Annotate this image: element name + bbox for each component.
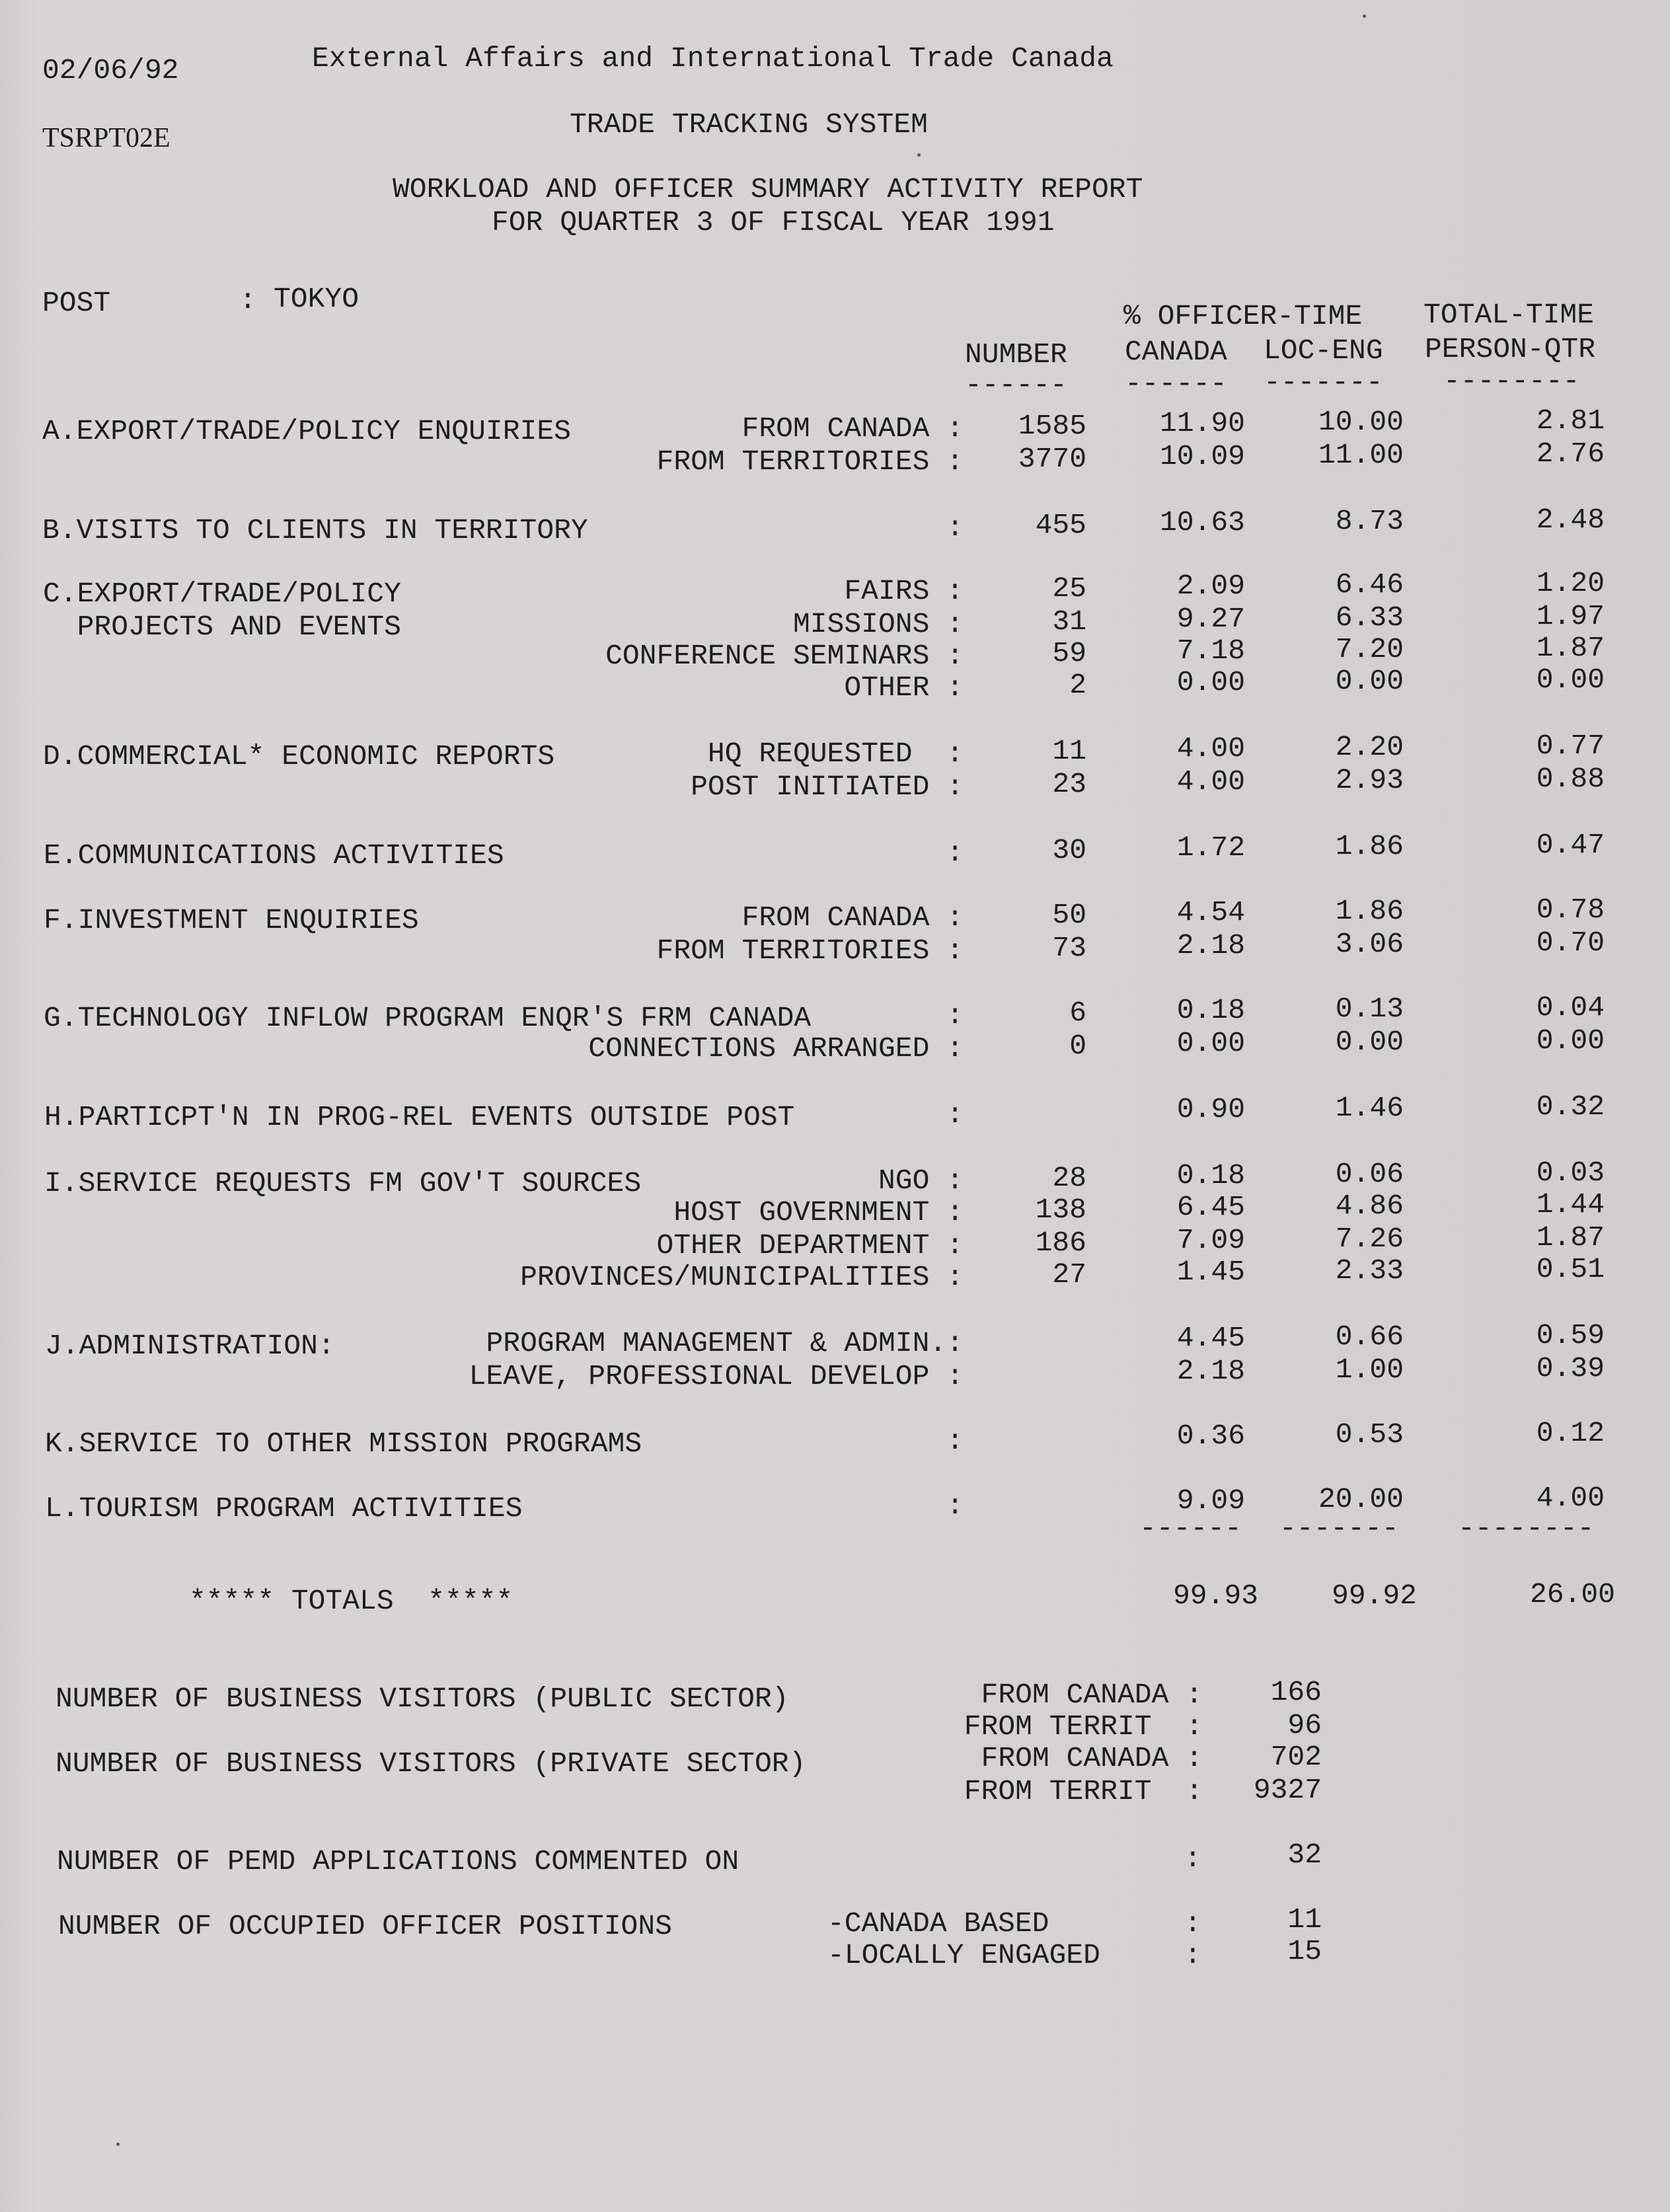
- visitors-public-territ-sub: FROM TERRIT :: [964, 1710, 1203, 1743]
- row-number: 28: [1052, 1162, 1086, 1194]
- row-loc-eng-pct: 0.00: [1335, 665, 1404, 697]
- row-person-qtr: 0.51: [1536, 1253, 1605, 1285]
- row-subcategory: PROGRAM MANAGEMENT & ADMIN.:: [486, 1327, 964, 1359]
- row-loc-eng-pct: 11.00: [1318, 439, 1404, 471]
- row-subcategory: :: [946, 1425, 964, 1457]
- col-number: NUMBER: [965, 338, 1067, 371]
- row-loc-eng-pct: 0.53: [1335, 1418, 1404, 1451]
- col-canada-underline: ------: [1125, 367, 1227, 400]
- row-subcategory: :: [946, 837, 964, 869]
- row-subcategory: :: [946, 1098, 964, 1131]
- row-number: 138: [1035, 1194, 1086, 1226]
- row-loc-eng-pct: 6.46: [1335, 568, 1404, 601]
- row-subcategory: :: [946, 1490, 964, 1522]
- row-number: 1585: [1018, 410, 1086, 442]
- post-value: TOKYO: [274, 283, 360, 315]
- row-loc-eng-pct: 2.20: [1335, 731, 1404, 763]
- row-title: G.TECHNOLOGY INFLOW PROGRAM ENQR'S FRM CANADA: [44, 1002, 812, 1034]
- row-subcategory: FROM TERRITORIES :: [656, 445, 964, 478]
- row-title: J.ADMINISTRATION:: [45, 1330, 335, 1362]
- row-loc-eng-pct: 1.46: [1335, 1092, 1404, 1124]
- col-canada: CANADA: [1125, 336, 1227, 368]
- totals-canada: 99.93: [1172, 1580, 1258, 1612]
- row-person-qtr: 0.00: [1536, 1024, 1605, 1057]
- row-loc-eng-pct: 1.86: [1335, 830, 1404, 862]
- paper-speck: [917, 153, 921, 157]
- visitors-public-territ-value: 96: [1287, 1709, 1322, 1741]
- positions-canada-sub: -CANADA BASED: [827, 1907, 1049, 1940]
- row-loc-eng-pct: 1.86: [1335, 895, 1404, 927]
- report-title-line1: WORKLOAD AND OFFICER SUMMARY ACTIVITY REPORT: [393, 173, 1143, 206]
- row-title: A.EXPORT/TRADE/POLICY ENQUIRIES: [42, 415, 571, 447]
- positions-label: NUMBER OF OCCUPIED OFFICER POSITIONS: [58, 1910, 672, 1942]
- row-person-qtr: 1.20: [1536, 567, 1605, 599]
- row-person-qtr: 0.59: [1536, 1319, 1605, 1352]
- row-subcategory: OTHER DEPARTMENT :: [656, 1229, 964, 1262]
- row-canada-pct: 0.36: [1176, 1420, 1245, 1452]
- row-number: 30: [1052, 834, 1086, 866]
- row-loc-eng-pct: 6.33: [1335, 601, 1404, 634]
- row-loc-eng-pct: 0.13: [1335, 993, 1404, 1025]
- row-title: D.COMMERCIAL* ECONOMIC REPORTS: [43, 740, 555, 773]
- row-number: 73: [1052, 932, 1086, 964]
- col-loc-eng-underline: -------: [1264, 366, 1383, 399]
- row-subcategory: FROM CANADA :: [741, 901, 964, 934]
- row-canada-pct: 0.18: [1176, 1159, 1245, 1192]
- col-group-total-time: TOTAL-TIME: [1423, 299, 1595, 331]
- row-person-qtr: 1.87: [1536, 1221, 1605, 1254]
- row-person-qtr: 0.70: [1536, 927, 1605, 959]
- row-subcategory: FROM CANADA :: [741, 412, 964, 445]
- row-person-qtr: 0.39: [1536, 1352, 1605, 1385]
- row-title: PROJECTS AND EVENTS: [43, 611, 401, 643]
- row-canada-pct: 1.72: [1176, 831, 1245, 864]
- row-loc-eng-pct: 0.06: [1335, 1158, 1404, 1190]
- row-person-qtr: 0.12: [1536, 1417, 1605, 1449]
- row-canada-pct: 9.09: [1176, 1484, 1245, 1517]
- row-number: 3770: [1018, 443, 1086, 475]
- col-loc-eng: LOC-ENG: [1264, 334, 1383, 367]
- row-canada-pct: 4.00: [1176, 732, 1245, 765]
- visitors-public-label: NUMBER OF BUSINESS VISITORS (PUBLIC SECTOR): [56, 1683, 789, 1715]
- positions-local-separator: :: [1184, 1939, 1201, 1971]
- row-subcategory: MISSIONS :: [792, 608, 964, 640]
- col-number-underline: ------: [965, 369, 1067, 401]
- row-person-qtr: 2.81: [1536, 404, 1605, 437]
- row-canada-pct: 0.00: [1176, 666, 1245, 699]
- row-person-qtr: 4.00: [1536, 1482, 1605, 1514]
- row-subcategory: CONFERENCE SEMINARS :: [605, 640, 964, 672]
- row-canada-pct: 7.09: [1176, 1224, 1245, 1256]
- visitors-private-territ-sub: FROM TERRIT :: [964, 1775, 1203, 1808]
- row-title: H.PARTICPT'N IN PROG-REL EVENTS OUTSIDE POST: [44, 1101, 795, 1133]
- visitors-private-label: NUMBER OF BUSINESS VISITORS (PRIVATE SECTOR): [56, 1747, 806, 1780]
- pemd-label: NUMBER OF PEMD APPLICATIONS COMMENTED ON: [57, 1845, 740, 1878]
- row-subcategory: PROVINCES/MUNICIPALITIES :: [520, 1261, 964, 1293]
- visitors-private-territ-value: 9327: [1253, 1774, 1322, 1806]
- row-subcategory: CONNECTIONS ARRANGED :: [588, 1032, 964, 1065]
- col-person-qtr-underline: --------: [1443, 365, 1580, 397]
- totals-person-qtr-rule: --------: [1458, 1512, 1595, 1545]
- row-canada-pct: 0.00: [1176, 1027, 1245, 1059]
- report-title-line2: FOR QUARTER 3 OF FISCAL YEAR 1991: [492, 206, 1055, 239]
- row-subcategory: HQ REQUESTED :: [707, 738, 964, 770]
- totals-canada-rule: ------: [1139, 1512, 1242, 1545]
- row-title: C.EXPORT/TRADE/POLICY: [43, 578, 401, 610]
- row-loc-eng-pct: 7.26: [1335, 1223, 1404, 1255]
- row-canada-pct: 0.90: [1176, 1093, 1245, 1125]
- row-loc-eng-pct: 1.00: [1335, 1354, 1404, 1386]
- row-number: 186: [1035, 1227, 1086, 1259]
- row-person-qtr: 0.00: [1536, 664, 1605, 696]
- row-person-qtr: 0.04: [1536, 991, 1605, 1024]
- row-number: 455: [1035, 509, 1086, 541]
- paper-speck: [1363, 15, 1366, 18]
- row-person-qtr: 0.77: [1536, 730, 1605, 762]
- row-loc-eng-pct: 0.66: [1335, 1320, 1404, 1353]
- row-canada-pct: 4.54: [1176, 896, 1245, 929]
- row-subcategory: FROM TERRITORIES :: [656, 934, 964, 967]
- row-canada-pct: 9.27: [1176, 603, 1245, 635]
- visitors-public-canada-value: 166: [1270, 1676, 1322, 1708]
- row-canada-pct: 4.45: [1176, 1322, 1245, 1354]
- row-title: F.INVESTMENT ENQUIRIES: [44, 904, 419, 936]
- row-subcategory: POST INITIATED :: [691, 771, 964, 803]
- row-title: B.VISITS TO CLIENTS IN TERRITORY: [42, 514, 588, 547]
- row-loc-eng-pct: 8.73: [1335, 505, 1404, 537]
- positions-canada-separator: :: [1184, 1907, 1201, 1940]
- row-person-qtr: 0.47: [1536, 829, 1605, 861]
- row-title: E.COMMUNICATIONS ACTIVITIES: [44, 839, 504, 872]
- row-person-qtr: 1.44: [1536, 1188, 1605, 1221]
- row-number: 59: [1052, 637, 1086, 669]
- row-number: 23: [1052, 768, 1086, 800]
- row-person-qtr: 1.97: [1536, 600, 1605, 632]
- positions-local-value: 15: [1287, 1935, 1322, 1967]
- positions-canada-value: 11: [1287, 1903, 1322, 1936]
- visitors-private-canada-sub: FROM CANADA :: [981, 1742, 1203, 1774]
- row-canada-pct: 4.00: [1176, 765, 1245, 798]
- paper-speck: [116, 2143, 120, 2146]
- row-subcategory: NGO :: [878, 1164, 964, 1197]
- row-loc-eng-pct: 2.93: [1335, 764, 1404, 796]
- row-person-qtr: 2.76: [1536, 438, 1605, 470]
- row-title: L.TOURISM PROGRAM ACTIVITIES: [45, 1492, 523, 1525]
- row-canada-pct: 2.18: [1176, 1355, 1245, 1387]
- row-number: 2: [1069, 669, 1086, 701]
- row-person-qtr: 2.48: [1536, 504, 1605, 536]
- row-number: 11: [1052, 735, 1086, 767]
- row-canada-pct: 10.63: [1159, 506, 1245, 539]
- row-subcategory: OTHER :: [844, 671, 964, 704]
- row-subcategory: HOST GOVERNMENT :: [673, 1196, 964, 1229]
- visitors-public-canada-sub: FROM CANADA :: [981, 1679, 1203, 1711]
- totals-label: ***** TOTALS *****: [189, 1585, 513, 1617]
- row-person-qtr: 0.03: [1536, 1157, 1605, 1189]
- row-subcategory: LEAVE, PROFESSIONAL DEVELOP :: [469, 1360, 964, 1392]
- row-person-qtr: 1.87: [1536, 632, 1605, 664]
- totals-loc-eng: 99.92: [1331, 1580, 1417, 1612]
- row-title: K.SERVICE TO OTHER MISSION PROGRAMS: [45, 1428, 642, 1460]
- row-number: 50: [1052, 899, 1086, 931]
- row-person-qtr: 0.88: [1536, 763, 1605, 795]
- row-loc-eng-pct: 20.00: [1318, 1483, 1404, 1515]
- totals-loc-eng-rule: -------: [1279, 1512, 1399, 1545]
- row-loc-eng-pct: 3.06: [1335, 928, 1404, 960]
- row-loc-eng-pct: 0.00: [1335, 1026, 1404, 1058]
- row-loc-eng-pct: 10.00: [1318, 406, 1404, 438]
- positions-local-sub: -LOCALLY ENGAGED: [827, 1939, 1100, 1971]
- visitors-private-canada-value: 702: [1270, 1741, 1322, 1773]
- row-canada-pct: 10.09: [1159, 440, 1245, 473]
- report-code: TSRPT02E: [42, 123, 171, 153]
- row-canada-pct: 0.18: [1176, 994, 1245, 1026]
- row-subcategory: FAIRS :: [844, 575, 964, 607]
- row-canada-pct: 7.18: [1176, 634, 1245, 667]
- pemd-separator: :: [1184, 1843, 1201, 1875]
- row-number: 31: [1052, 605, 1086, 638]
- system-name: TRADE TRACKING SYSTEM: [570, 108, 928, 141]
- row-subcategory: :: [946, 999, 964, 1032]
- organization-name: External Affairs and International Trade Canada: [312, 42, 1114, 75]
- row-loc-eng-pct: 7.20: [1335, 633, 1404, 666]
- row-canada-pct: 1.45: [1176, 1256, 1245, 1288]
- row-canada-pct: 2.18: [1176, 929, 1245, 962]
- row-number: 0: [1069, 1030, 1086, 1062]
- row-title: I.SERVICE REQUESTS FM GOV'T SOURCES: [44, 1167, 642, 1200]
- pemd-value: 32: [1287, 1839, 1322, 1871]
- totals-person-qtr: 26.00: [1529, 1578, 1615, 1611]
- row-subcategory: :: [946, 512, 964, 544]
- row-number: 6: [1069, 997, 1086, 1029]
- col-group-officer-time: % OFFICER-TIME: [1123, 300, 1363, 332]
- row-person-qtr: 0.78: [1536, 894, 1605, 926]
- row-canada-pct: 2.09: [1176, 570, 1245, 602]
- row-loc-eng-pct: 4.86: [1335, 1190, 1404, 1222]
- row-canada-pct: 6.45: [1176, 1191, 1245, 1223]
- row-person-qtr: 0.32: [1536, 1090, 1605, 1123]
- row-number: 27: [1052, 1258, 1086, 1291]
- row-loc-eng-pct: 2.33: [1335, 1254, 1404, 1287]
- row-number: 25: [1052, 572, 1086, 605]
- col-person-qtr: PERSON-QTR: [1425, 333, 1596, 365]
- post-label: POST: [42, 287, 111, 319]
- row-canada-pct: 11.90: [1159, 407, 1245, 439]
- post-separator: :: [239, 284, 256, 317]
- report-date: 02/06/92: [42, 54, 179, 87]
